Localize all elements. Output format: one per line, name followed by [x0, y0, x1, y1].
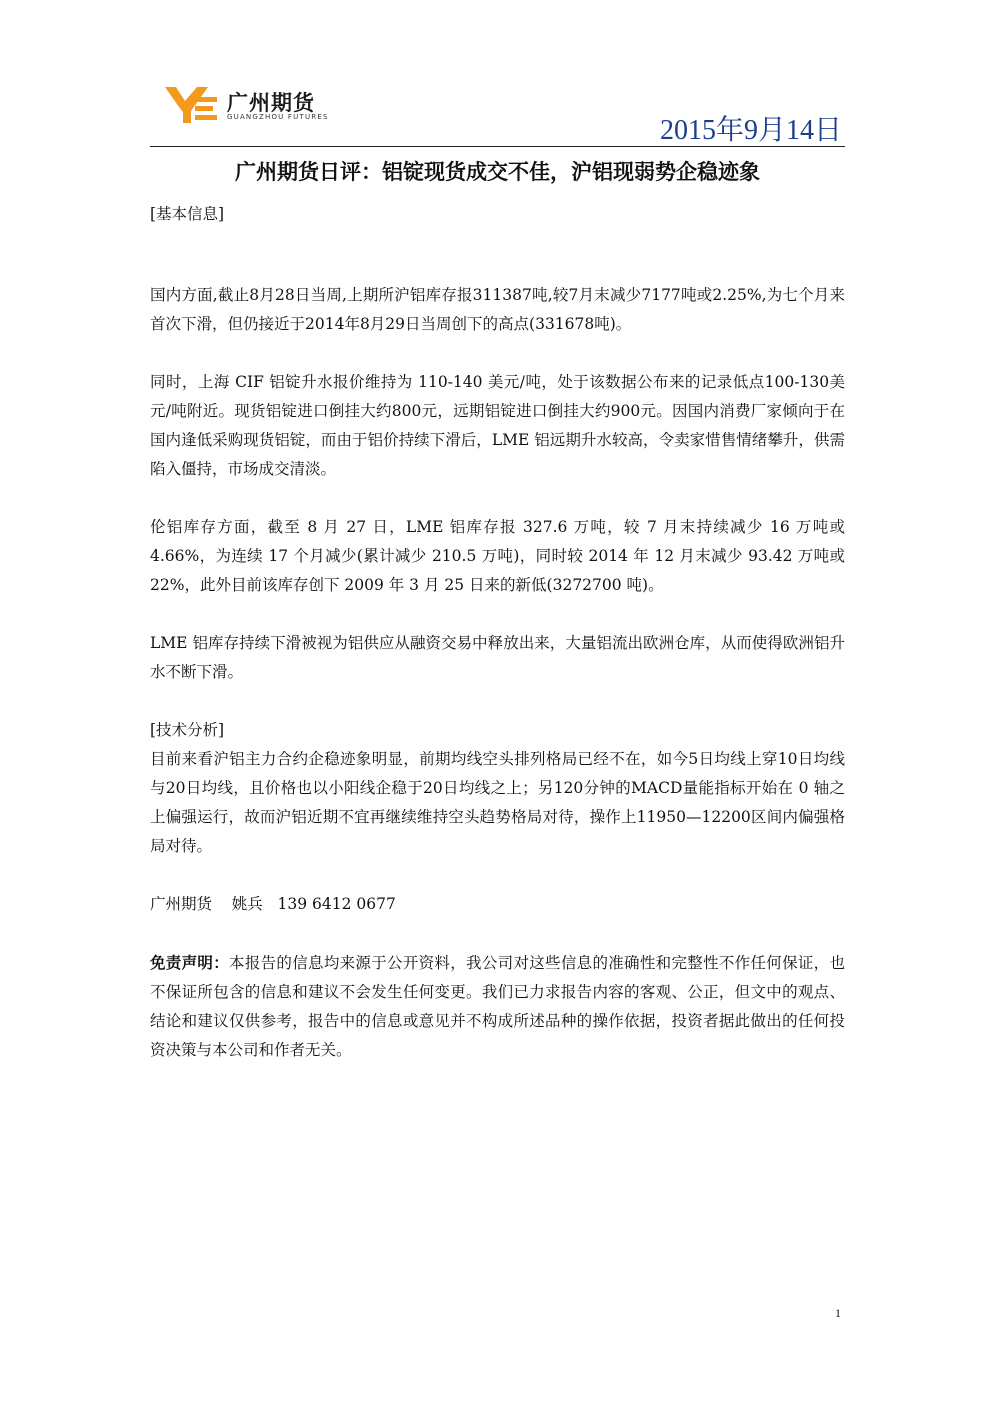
logo-mark-icon — [165, 85, 221, 125]
section-heading-basic-info: [基本信息] — [150, 205, 225, 223]
author-signature: 广州期货 姚兵 139 6412 0677 — [150, 895, 396, 913]
logo-chinese-text: 广州期货 — [227, 91, 315, 115]
page-number: 1 — [835, 1306, 841, 1320]
article-body — [150, 200, 845, 1065]
paragraph-technical-analysis: 目前来看沪铝主力合约企稳迹象明显，前期均线空头排列格局已经不在，如今5日均线上穿10日均线与20日均线，且价格也以小阳线企稳于20日均线之上；另120分钟的MACD量能指标开始在 0 轴之上偏强运行，故而沪铝近期不宜再继续维持空头趋势格局对待，操作上11950—12200区间内偏强格局对待。 — [150, 750, 845, 855]
disclaimer-label: 免责声明： — [150, 953, 230, 972]
company-logo — [165, 85, 365, 131]
section-heading-technical: [技术分析] — [150, 721, 225, 739]
disclaimer-text: 本报告的信息均来源于公开资料，我公司对这些信息的准确性和完整性不作任何保证，也不保证所包含的信息和建议不会发生任何变更。我们已力求报告内容的客观、公正，但文中的观点、结论和建议仅供参考，报告中的信息或意见并不构成所述品种的操作依据，投资者据此做出的任何投资决策与本公司和作者无关。 — [150, 954, 845, 1059]
logo-english-text: GUANGZHOU FUTURES — [227, 113, 329, 121]
paragraph-lme-decline: LME 铝库存持续下滑被视为铝供应从融资交易中释放出来，大量铝流出欧洲仓库，从而使得欧洲铝升水不断下滑。 — [150, 634, 845, 681]
header-divider — [150, 146, 845, 147]
disclaimer — [150, 948, 845, 1065]
report-date: 2015年9月14日 — [659, 115, 842, 146]
paragraph-cif-premium: 同时，上海 CIF 铝锭升水报价维持为 110-140 美元/吨，处于该数据公布来的记录低点100-130美元/吨附近。现货铝锭进口倒挂大约800元，远期铝锭进口倒挂大约900元。因国内消费厂家倾向于在国内逢低采购现货铝锭，而由于铝价持续下滑后，LME 铝远期升水较高，令卖家惜售情绪攀升，供需陷入僵持，市场成交清淡。 — [150, 373, 845, 478]
article-title: 广州期货日评：铝锭现货成交不佳，沪铝现弱势企稳迹象 — [235, 160, 760, 184]
paragraph-domestic-inventory: 国内方面,截止8月28日当周,上期所沪铝库存报311387吨,较7月末减少7177吨或2.25%,为七个月来首次下滑，但仍接近于2014年8月29日当周创下的高点(331678吨)。 — [150, 286, 845, 333]
paragraph-lme-inventory: 伦铝库存方面，截至 8 月 27 日，LME 铝库存报 327.6 万吨，较 7 月末持续减少 16 万吨或4.66%，为连续 17 个月减少(累计减少 210.5 万吨)，同时较 2014 年 12 月末减少 93.42 万吨或 22%，此外目前该库存创下 2009 年 3 月 25 日来的新低(3272700 吨)。 — [150, 518, 845, 594]
